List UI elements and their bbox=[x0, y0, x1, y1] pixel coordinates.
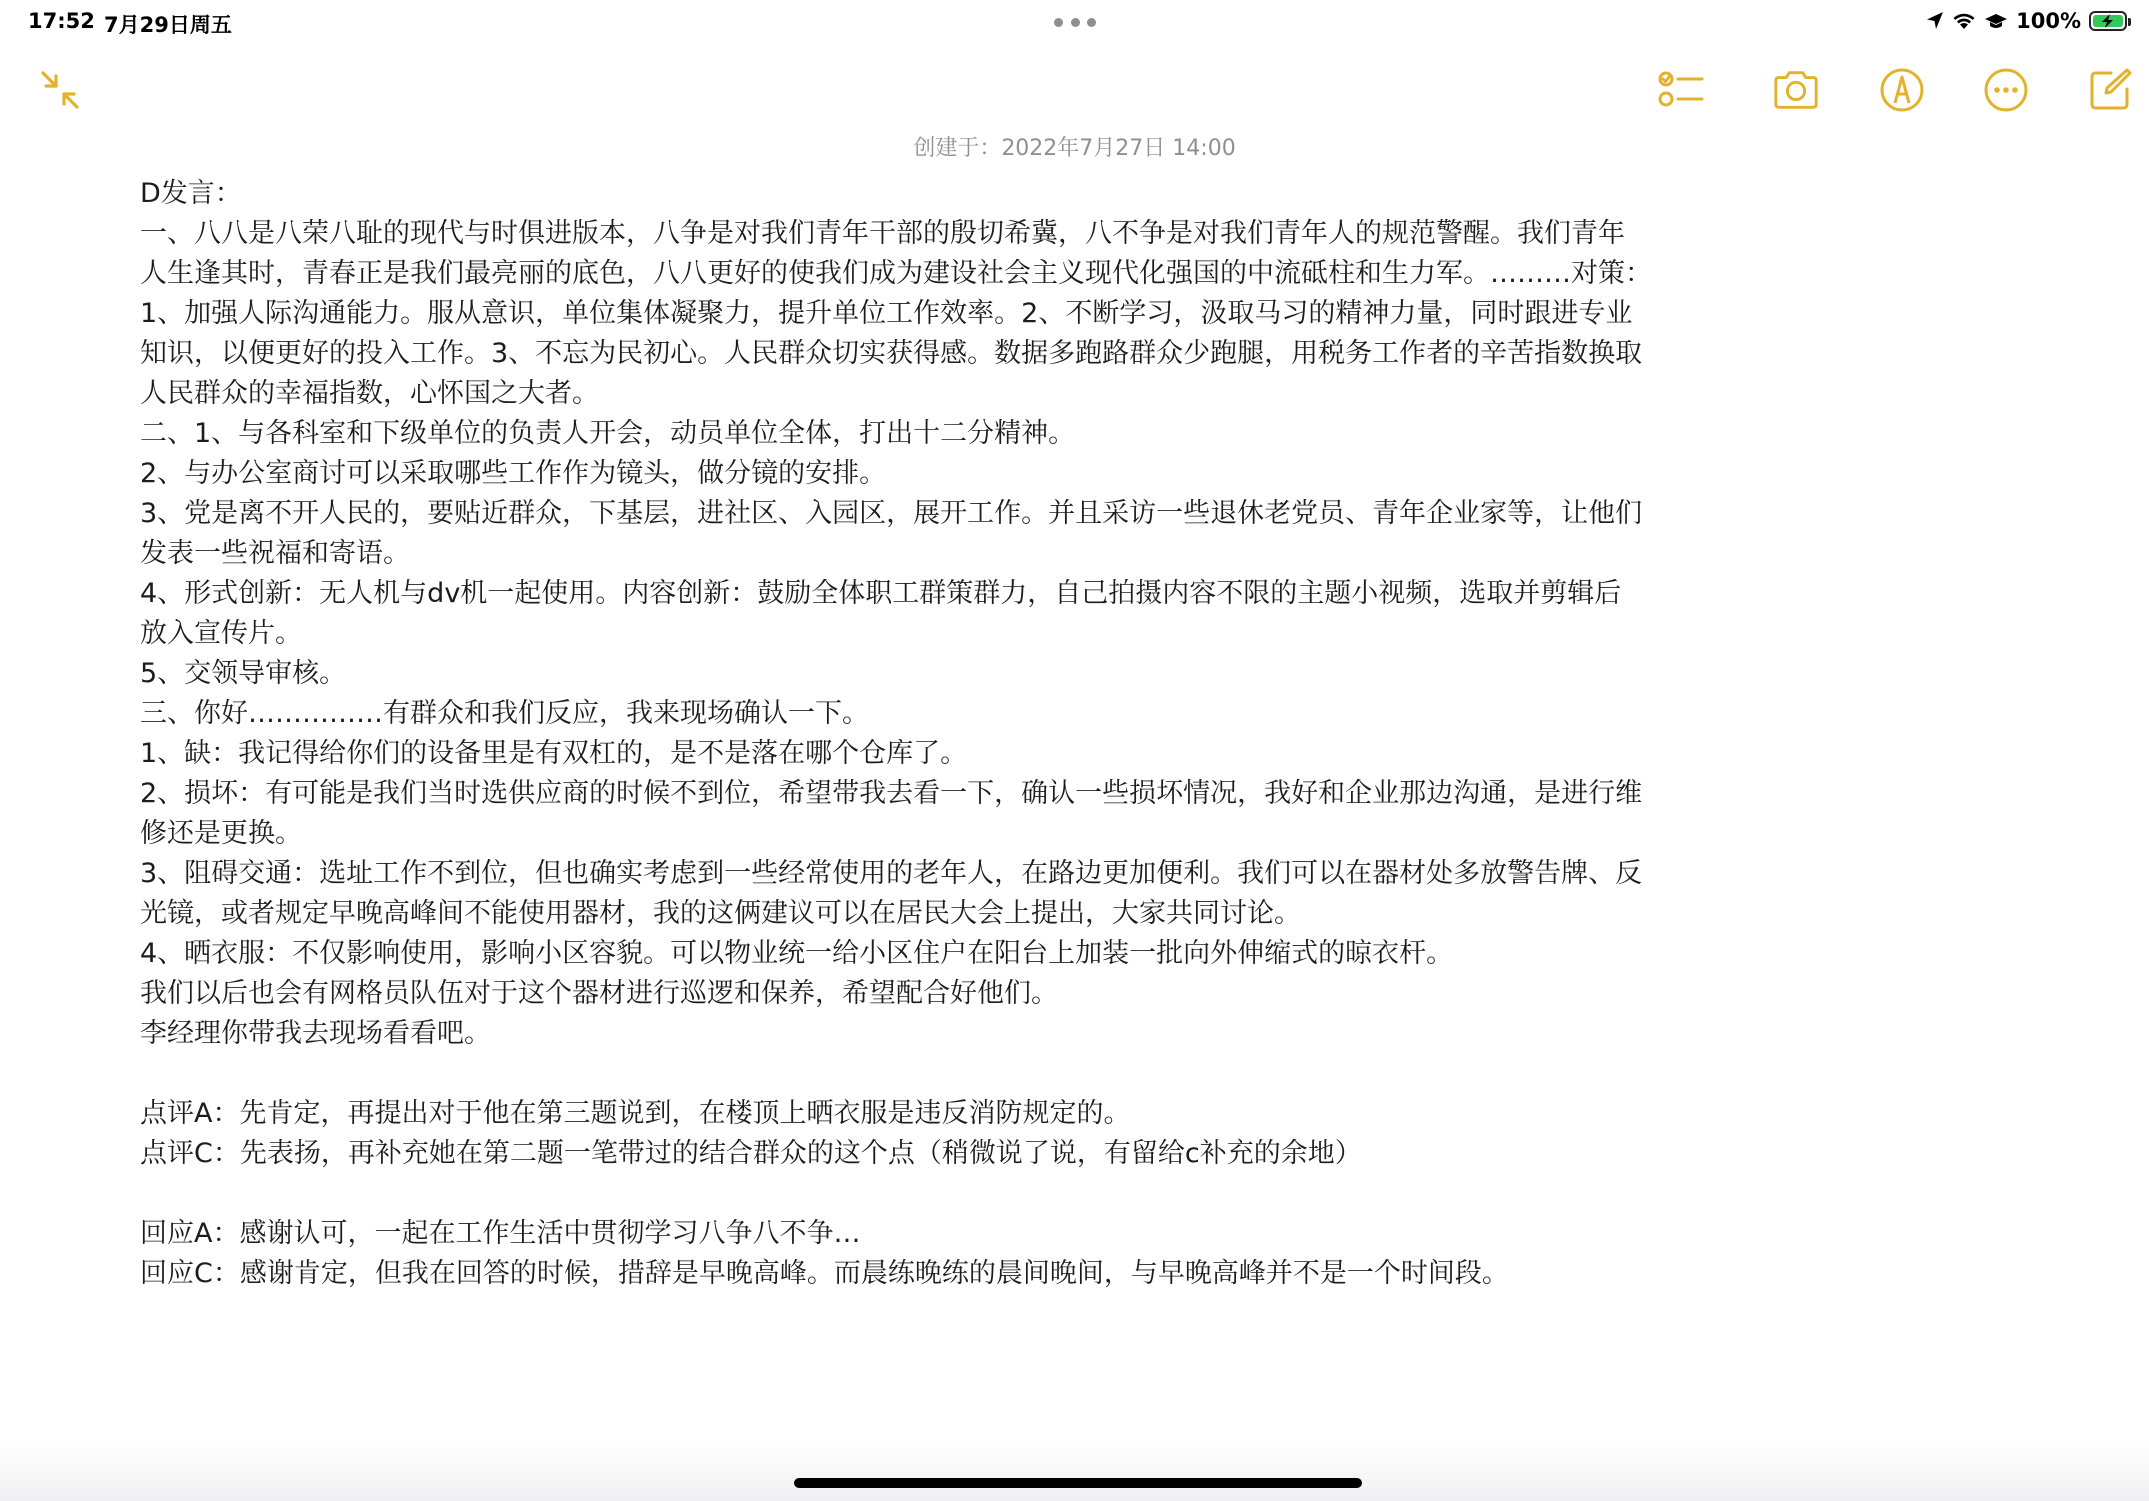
note-line: 光镜，或者规定早晚高峰间不能使用器材，我的这俩建议可以在居民大会上提出，大家共同讨论。 bbox=[140, 898, 1301, 929]
note-line: 二、1、与各科室和下级单位的负责人开会，动员单位全体，打出十二分精神。 bbox=[140, 418, 1076, 449]
location-icon bbox=[1926, 11, 1944, 31]
note-line: 3、阻碍交通：选址工作不到位，但也确实考虑到一些经常使用的老年人，在路边更加便利。我们可以在器材处多放警告牌、反 bbox=[140, 858, 1643, 889]
markup-button[interactable] bbox=[1878, 66, 1926, 114]
note-line: 5、交领导审核。 bbox=[140, 658, 347, 689]
note-line: 点评A：先肯定，再提出对于他在第三题说到，在楼顶上晒衣服是违反消防规定的。 bbox=[140, 1098, 1131, 1129]
note-blank-line bbox=[140, 1174, 1700, 1214]
note-line: 一、八八是八荣八耻的现代与时俱进版本，八争是对我们青年干部的殷切希冀，八不争是对我们青年人的规范警醒。我们青年 bbox=[140, 218, 1625, 249]
wifi-icon bbox=[1952, 11, 1976, 31]
note-line: 1、缺：我记得给你们的设备里是有双杠的，是不是落在哪个仓库了。 bbox=[140, 738, 968, 769]
education-cap-icon bbox=[1984, 11, 2008, 31]
more-icon bbox=[1983, 67, 2029, 113]
note-line: 回应A：感谢认可，一起在工作生活中贯彻学习八争八不争… bbox=[140, 1218, 861, 1249]
note-line: 三、你好……………有群众和我们反应，我来现场确认一下。 bbox=[140, 698, 869, 729]
camera-icon bbox=[1772, 68, 1820, 112]
collapse-icon bbox=[38, 68, 82, 112]
note-line: 修还是更换。 bbox=[140, 818, 302, 849]
note-line: 4、形式创新：无人机与dv机一起使用。内容创新：鼓励全体职工群策群力，自己拍摄内容不限的主题小视频，选取并剪辑后 bbox=[140, 578, 1622, 609]
note-line: 3、党是离不开人民的，要贴近群众，下基层，进社区、入园区，展开工作。并且采访一些退休老党员、青年企业家等，让他们 bbox=[140, 498, 1643, 529]
note-body[interactable] bbox=[140, 174, 1700, 1294]
note-line: 放入宣传片。 bbox=[140, 618, 302, 649]
note-line: 回应C：感谢肯定，但我在回答的时候，措辞是早晚高峰。而晨练晚练的晨间晚间，与早晚高峰并不是一个时间段。 bbox=[140, 1258, 1509, 1289]
status-indicators bbox=[1926, 6, 2127, 36]
compose-icon bbox=[2087, 67, 2133, 113]
note-line: 点评C：先表扬，再补充她在第二题一笔带过的结合群众的这个点（稍微说了说，有留给c补充的余地） bbox=[140, 1138, 1362, 1169]
markup-icon bbox=[1879, 67, 1925, 113]
battery-percentage: 100% bbox=[2016, 9, 2081, 33]
note-line: 2、与办公室商讨可以采取哪些工作作为镜头，做分镜的安排。 bbox=[140, 458, 887, 489]
note-blank-line bbox=[140, 1054, 1700, 1094]
note-line: 1、加强人际沟通能力。服从意识，单位集体凝聚力，提升单位工作效率。2、不断学习，汲取马习的精神力量，同时跟进专业 bbox=[140, 298, 1633, 329]
collapse-button[interactable] bbox=[36, 66, 84, 114]
bottom-fade bbox=[0, 1441, 2149, 1501]
status-bar bbox=[0, 0, 2149, 44]
note-created-date: 创建于：2022年7月27日 14:00 bbox=[913, 136, 1236, 161]
more-button[interactable] bbox=[1982, 66, 2030, 114]
note-line: 李经理你带我去现场看看吧。 bbox=[140, 1018, 491, 1049]
note-line: 发表一些祝福和寄语。 bbox=[140, 538, 410, 569]
status-time: 17:52 bbox=[28, 9, 95, 33]
note-line: 我们以后也会有网格员队伍对于这个器材进行巡逻和保养，希望配合好他们。 bbox=[140, 978, 1058, 1009]
note-line: D发言： bbox=[140, 178, 242, 209]
battery-icon bbox=[2089, 11, 2127, 31]
note-line: 知识，以便更好的投入工作。3、不忘为民初心。人民群众切实获得感。数据多跑路群众少跑腿，用税务工作者的辛苦指数换取 bbox=[140, 338, 1643, 369]
home-indicator[interactable] bbox=[794, 1478, 1362, 1488]
note-line: 人民群众的幸福指数，心怀国之大者。 bbox=[140, 378, 599, 409]
compose-button[interactable] bbox=[2086, 66, 2134, 114]
checklist-button[interactable] bbox=[1658, 66, 1706, 114]
camera-button[interactable] bbox=[1772, 66, 1820, 114]
checklist-icon bbox=[1658, 68, 1706, 112]
note-line: 4、晒衣服：不仅影响使用，影响小区容貌。可以物业统一给小区住户在阳台上加装一批向外伸缩式的晾衣杆。 bbox=[140, 938, 1454, 969]
multitasking-dots-icon[interactable] bbox=[1054, 18, 1096, 28]
note-line: 人生逢其时，青春正是我们最亮丽的底色，八八更好的使我们成为建设社会主义现代化强国的中流砥柱和生力军。………对策： bbox=[140, 258, 1652, 289]
status-date: 7月29日周五 bbox=[104, 13, 232, 37]
note-line: 2、损坏：有可能是我们当时选供应商的时候不到位，希望带我去看一下，确认一些损坏情况，我好和企业那边沟通，是进行维 bbox=[140, 778, 1643, 809]
